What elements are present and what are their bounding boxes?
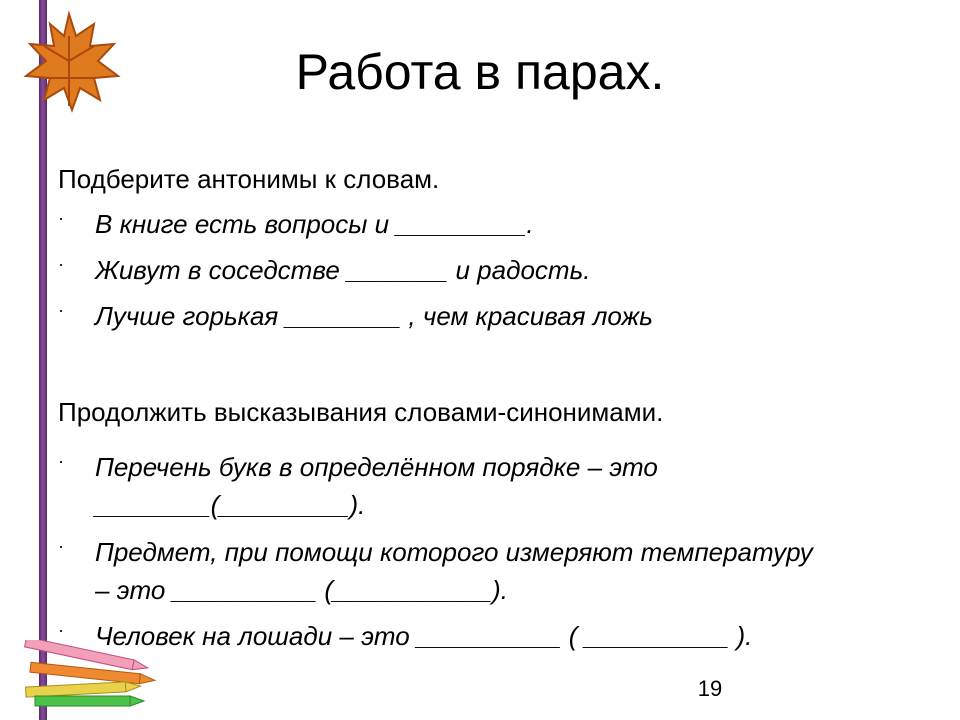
section2-heading: Продолжить высказывания словами-синонимами. [58,397,664,427]
list-item-text: Человек на лошади – это __________ ( __________ ). [95,621,753,651]
bullet-icon: · [58,536,64,556]
crayons-icon [10,640,160,710]
list-item-text: Лучше горькая ________ , чем красивая ложь [95,301,653,331]
bullet-icon: · [58,451,64,471]
list-item-text: Перечень букв в определённом порядке – это ________(_________). [95,452,658,520]
slide-title: Работа в парах. [295,44,665,100]
bullet-icon: · [58,208,64,228]
bullet-icon: · [58,254,64,274]
bullet-icon: · [58,300,64,320]
list-item-text: Предмет, при помощи которого измеряют температуру – это __________ (___________). [95,537,813,605]
section1-heading: Подберите антонимы к словам. [58,164,440,194]
page-number: 19 [697,676,723,701]
bullet-icon: · [58,620,64,640]
list-item-text: В книге есть вопросы и _________. [95,209,534,239]
list-item-text: Живут в соседстве _______ и радость. [95,255,591,285]
